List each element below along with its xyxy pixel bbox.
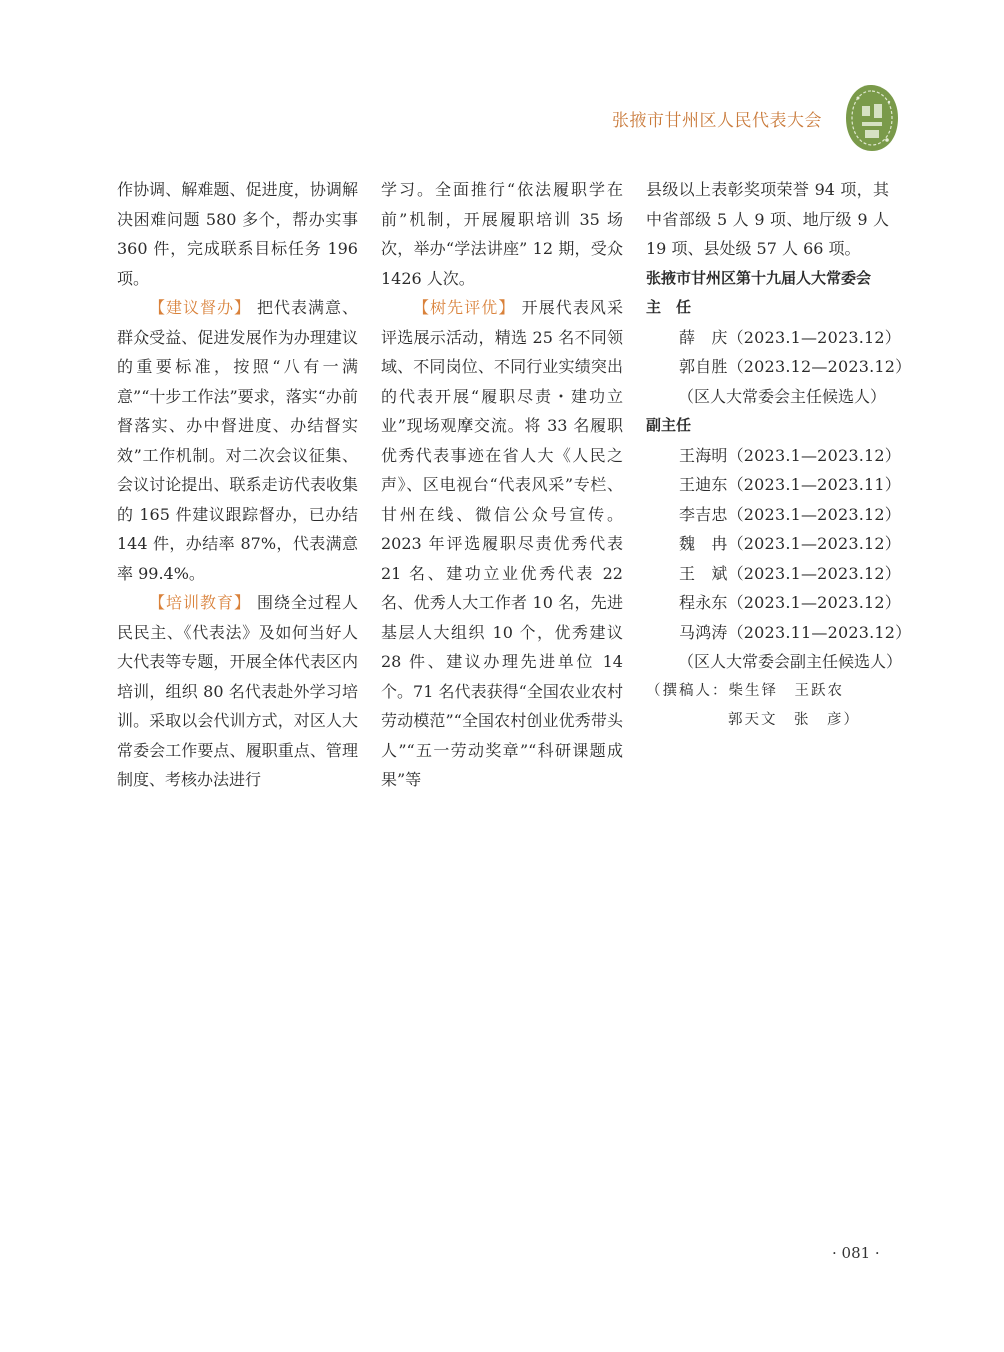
deputy-heading: 副主任 <box>646 416 692 434</box>
deputy-entry: 王 斌（2023.1—2023.12） <box>679 563 901 583</box>
paragraph: 学习。全面推行“依法履职学在前”机制，开展履职培训 35 场次，举办“学法讲座” 12 期，受众 1426 人次。 <box>381 180 623 288</box>
director-entry: 郭自胜（2023.12—2023.12） <box>679 357 912 376</box>
paragraph-body: 开展代表风采评选展示活动，精选 25 名不同领域、不同岗位、不同行业实绩突出的代表开展“履职尽责・建功立业”现场观摩交流。将 33 名履职优秀代表事迹在省人大《人民之声》、区电视台“代表风采”专栏、甘州在线、微信公众号宣传。2023 年评选履职尽责优秀代表 21 名、建功立业优秀代表 22 名、优秀人大工作者 10 名，先进基层人大组织 10 个，优秀建议 28 件、建议办理先进单位 14 个。71 名代表获得“全国农业农村劳动模范”“全国农村创业优秀带头人”“五一劳动奖章”“科研课题成果”等 <box>381 298 623 789</box>
author-credit: （撰稿人：柴生铎 王跃农 <box>646 682 844 699</box>
director-entry: 薛 庆（2023.1—2023.12） <box>679 327 901 347</box>
paragraph <box>117 588 358 795</box>
column-3 <box>646 175 912 736</box>
running-header-title: 张掖市甘州区人民代表大会 <box>612 111 822 131</box>
paragraph <box>381 293 623 795</box>
deputy-entry: 马鸿涛（2023.11—2023.12） <box>679 622 912 642</box>
column-2 <box>381 175 623 795</box>
committee-title: 张掖市甘州区第十九届人大常委会 <box>646 268 872 287</box>
section-tag: 【树先评优】 <box>413 298 516 317</box>
paragraph-body: 把代表满意、群众受益、促进发展作为办理建议的重要标准，按照“八有一满意”“十步工作法”要求，落实“办前督落实、办中督进度、办结督实效”工作机制。对二次会议征集、会议讨论提出、联系走访代表收集的 165 件建议跟踪督办，已办结 144 件，办结率 87%，代表满意率 99.4%。 <box>117 298 358 583</box>
deputy-entry: 魏 冉（2023.1—2023.12） <box>679 534 901 553</box>
paragraph: 作协调、解难题、促进度，协调解决困难问题 580 多个，帮办实事 360 件，完成联系目标任务 196 项。 <box>117 180 358 288</box>
author-credit: 郭天文 张 彦） <box>728 712 860 728</box>
deputy-candidate-note: （区人大常委会副主任候选人） <box>678 652 903 671</box>
paragraph <box>117 293 358 588</box>
deputy-entry: 王海明（2023.1—2023.12） <box>679 445 901 465</box>
deputy-entry: 程永东（2023.1—2023.12） <box>679 593 901 612</box>
paragraph-body: 围绕全过程人民民主、《代表法》及如何当好人大代表等专题，开展全体代表区内培训，组织 80 名代表赴外学习培训。采取以会代训方式，对区人大常委会工作要点、履职重点、管理制度、考核办法进行 <box>117 593 358 789</box>
section-tag: 【建议督办】 <box>149 298 251 317</box>
director-candidate-note: （区人大常委会主任候选人） <box>678 386 887 406</box>
paragraph: 县级以上表彰奖项荣誉 94 项，其中省部级 5 人 9 项、地厅级 9 人 19 项、县处级 57 人 66 项。 <box>646 180 889 258</box>
section-tag: 【培训教育】 <box>149 593 251 612</box>
director-heading: 主 任 <box>646 298 692 316</box>
page-number: · 081 · <box>832 1244 880 1262</box>
column-1 <box>117 175 358 795</box>
deputy-entry: 李吉忠（2023.1—2023.12） <box>679 504 901 524</box>
seal-stamp-icon <box>843 82 901 154</box>
deputy-entry: 王迪东（2023.1—2023.11） <box>679 475 901 494</box>
